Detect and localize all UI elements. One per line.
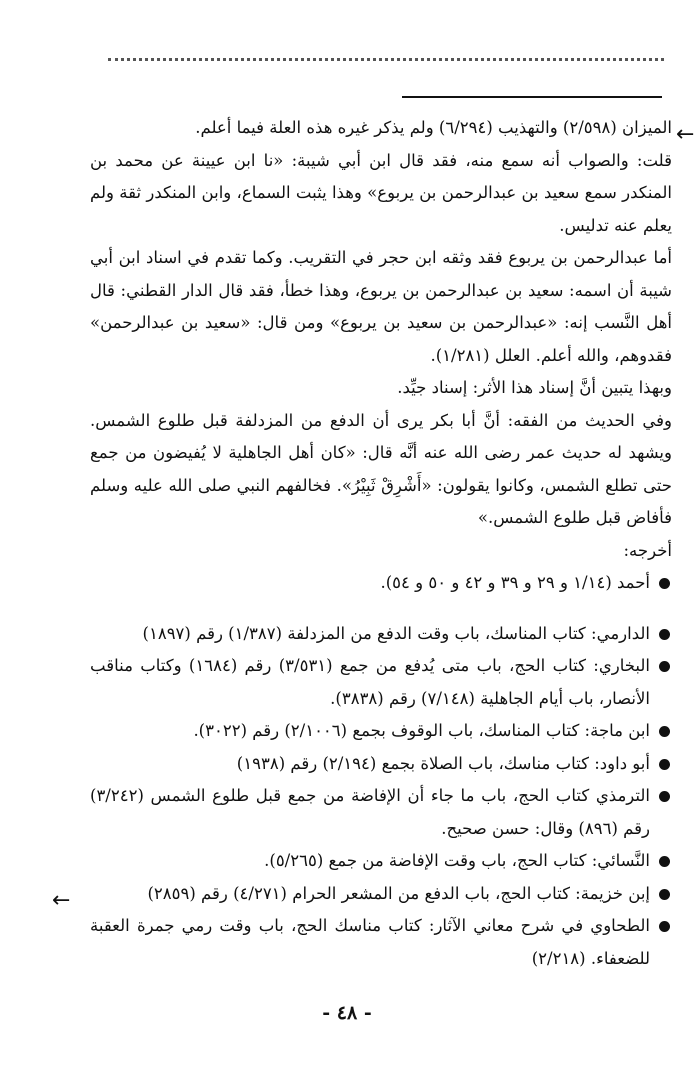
spacer <box>90 600 672 618</box>
reference-item: البخاري: كتاب الحج، باب متى يُدفع من جمع (٣/٥٣١) رقم (١٦٨٤) وكتاب مناقب الأنصار، باب أيام الجاهلية (٧/١٤٨) رقم (٣٨٣٨). <box>90 650 672 715</box>
reference-item: أبو داود: كتاب مناسك، باب الصلاة بجمع (٢/١٩٤) رقم (١٩٣٨) <box>90 748 672 781</box>
reference-item: الترمذي كتاب الحج، باب ما جاء أن الإفاضة من جمع قبل طلوع الشمس (٣/٢٤٢) رقم (٨٩٦) وقال: حسن صحيح. <box>90 780 672 845</box>
reference-item: النَّسائي: كتاب الحج، باب وقت الإفاضة من جمع (٥/٢٦٥). <box>90 845 672 878</box>
paragraph-isnad: وبهذا يتبين أنَّ إسناد هذا الأثر: إسناد جيِّد. <box>397 378 672 397</box>
page-number: - ٤٨ - <box>322 1002 372 1024</box>
paragraph-fiqh: وفي الحديث من الفقه: أنَّ أبا بكر يرى أن الدفع من المزدلفة قبل طلوع الشمس. ويشهد له حديث عمر رضى الله عنه أنَّه قال: «كان أهل الجاهلية لا يُفيضون من جمع حتى تطلع الشمس، وكانوا يقولون: «أَشْرِقْ ثَبِيْرُ». فخالفهم النبي صلى الله عليه وسلم فأفاض قبل طلوع الشمس.» <box>90 410 672 527</box>
paragraph-sama: قلت: والصواب أنه سمع منه، فقد قال ابن أبي شيبة: «نا ابن عيينة عن محمد بن المنكدر سمع سعيد بن عبدالرحمن بن يربوع» وهذا يثبت السماع، وابن المنكدر ثقة ولم يعلم عنه تدليس. <box>90 150 672 235</box>
reference-item: الدارمي: كتاب المناسك، باب وقت الدفع من المزدلفة (١/٣٨٧) رقم (١٨٩٧) <box>90 618 672 651</box>
reference-item: الطحاوي في شرح معاني الآثار: كتاب مناسك الحج، باب وقت رمي جمرة العقبة للضعفاء. (٢/٢١٨) <box>90 910 672 975</box>
reference-item: ابن ماجة: كتاب المناسك، باب الوقوف بجمع (٢/١٠٠٦) رقم (٣٠٢٢). <box>90 715 672 748</box>
margin-arrow-top-icon: ← <box>676 122 694 147</box>
header-dotted-line <box>108 58 664 61</box>
paragraph-mizan: الميزان (٢/٥٩٨) والتهذيب (٦/٢٩٤) ولم يذكر غيره هذه العلة فيما أعلم. <box>195 118 672 137</box>
paragraph-akhrajahu: أخرجه: <box>623 540 672 560</box>
reference-item: أحمد (١/١٤ و ٢٩ و ٣٩ و ٤٢ و ٥٠ و ٥٤). <box>90 567 672 600</box>
margin-arrow-bottom-icon: ← <box>52 888 71 913</box>
paragraph-yarbu: أما عبدالرحمن بن يربوع فقد وثقه ابن حجر في التقريب. وكما تقدم في اسناد ابن أبي شيبة أن اسمه: سعيد بن عبدالرحمن بن يربوع، وهذا خطأ، فقد قال الدار القطني: قال أهل النَّسب إنه: «عبدالرحمن بن سعيد بن يربوع» ومن قال: «سعيد بن عبدالرحمن» فقدوهم، والله أعلم. العلل (١/٢٨١). <box>90 248 672 365</box>
page-body <box>90 112 672 975</box>
footnote-separator <box>402 96 662 98</box>
reference-item: إبن خزيمة: كتاب الحج، باب الدفع من المشعر الحرام (٤/٢٧١) رقم (٢٨٥٩) <box>90 878 672 911</box>
